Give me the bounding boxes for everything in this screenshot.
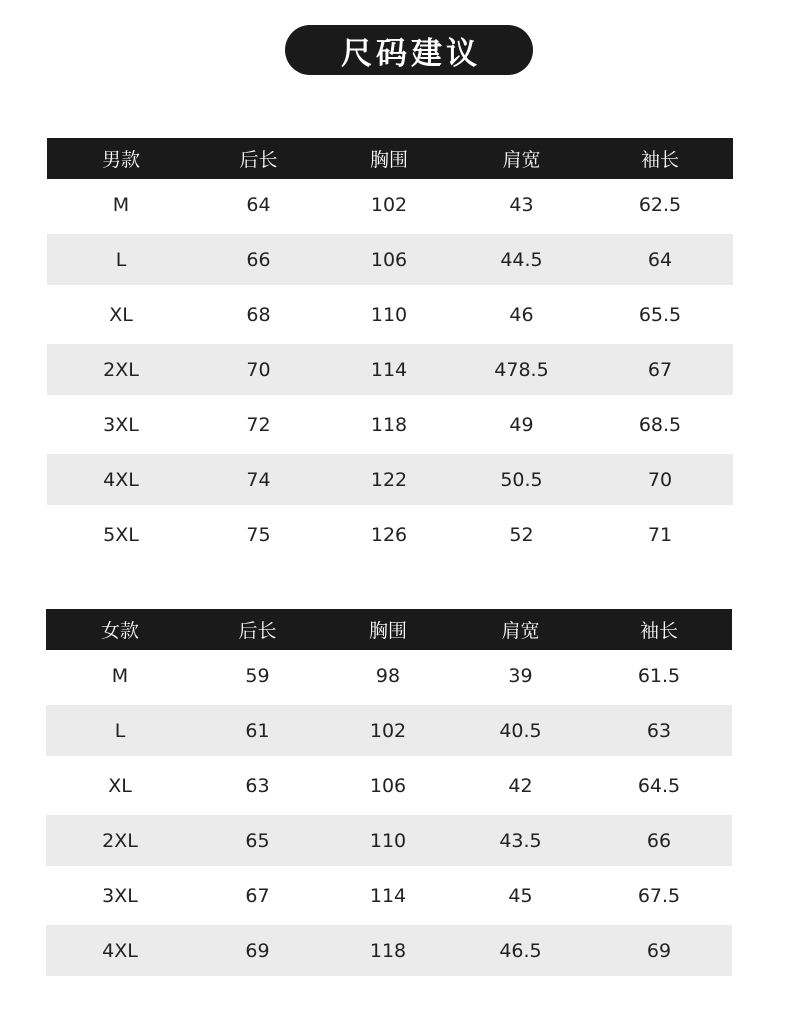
table-cell: 118 <box>370 413 408 436</box>
table-cell: 3XL <box>102 884 138 907</box>
header-cell: 肩宽 <box>456 138 587 179</box>
header-cell: 女款 <box>46 609 194 650</box>
table-cell: 5XL <box>103 523 139 546</box>
table-cell: XL <box>109 303 133 326</box>
table-cell: 39 <box>508 664 533 687</box>
table-cell: 106 <box>369 774 407 797</box>
table-cell: 43 <box>509 193 534 216</box>
table-cell: 45 <box>508 884 533 907</box>
table-cell: 102 <box>321 703 455 758</box>
table-row <box>46 813 732 868</box>
table-cell: 64 <box>246 193 271 216</box>
table-row <box>47 342 733 397</box>
table-cell: 63 <box>245 774 270 797</box>
table-row <box>47 397 733 452</box>
table-cell: 478.5 <box>456 342 587 397</box>
table-cell: 61.5 <box>637 664 681 687</box>
table-cell: 50.5 <box>456 452 587 507</box>
table-cell: 4XL <box>46 923 194 978</box>
table-cell: 69 <box>586 923 732 978</box>
table-row <box>47 452 733 507</box>
header-cell: 袖长 <box>587 138 733 179</box>
table-cell: 4XL <box>47 452 195 507</box>
table-cell: 46.5 <box>455 923 586 978</box>
table-cell: 44.5 <box>456 232 587 287</box>
table-cell: 49 <box>509 413 534 436</box>
table-cell: 61 <box>194 703 321 758</box>
table-cell: XL <box>108 774 132 797</box>
page-title: 尺码建议 <box>285 25 533 75</box>
header-cell: 胸围 <box>321 609 455 650</box>
women-size-table <box>46 609 732 980</box>
table-row <box>47 179 733 232</box>
table-cell: 118 <box>321 923 455 978</box>
table-cell: 67 <box>245 884 270 907</box>
table-row <box>46 868 732 923</box>
table-cell: 65.5 <box>638 303 682 326</box>
table-cell: 66 <box>195 232 322 287</box>
header-cell: 袖长 <box>586 609 732 650</box>
table-cell: 75 <box>246 523 271 546</box>
table-cell: 102 <box>370 193 408 216</box>
table-cell: 43.5 <box>455 813 586 868</box>
table-cell: 59 <box>245 664 270 687</box>
table-cell: 74 <box>195 452 322 507</box>
header-cell: 后长 <box>195 138 322 179</box>
table-cell: 98 <box>375 664 401 687</box>
table-cell: L <box>46 703 194 758</box>
table-cell: 71 <box>647 523 673 546</box>
table-header-row <box>46 609 732 650</box>
table-row <box>46 703 732 758</box>
table-cell: 69 <box>194 923 321 978</box>
table-cell: 122 <box>322 452 456 507</box>
table-cell: 3XL <box>103 413 139 436</box>
table-cell: 40.5 <box>455 703 586 758</box>
header-cell: 后长 <box>194 609 321 650</box>
table-cell: 70 <box>587 452 733 507</box>
table-row <box>47 232 733 287</box>
men-size-table <box>47 138 733 560</box>
table-row <box>47 507 733 560</box>
table-cell: M <box>112 193 130 216</box>
table-header-row <box>47 138 733 179</box>
header-cell: 男款 <box>47 138 195 179</box>
table-cell: 114 <box>322 342 456 397</box>
table-cell: 65 <box>194 813 321 868</box>
header-cell: 肩宽 <box>455 609 586 650</box>
table-cell: 64.5 <box>637 774 681 797</box>
table-cell: 110 <box>370 303 408 326</box>
table-cell: M <box>111 664 129 687</box>
table-cell: 110 <box>321 813 455 868</box>
table-cell: 2XL <box>46 813 194 868</box>
header-cell: 胸围 <box>322 138 456 179</box>
table-row <box>46 923 732 978</box>
table-cell: 72 <box>246 413 271 436</box>
table-cell: L <box>47 232 195 287</box>
table-cell: 70 <box>195 342 322 397</box>
table-cell: 63 <box>586 703 732 758</box>
table-cell: 42 <box>508 774 533 797</box>
table-cell: 68.5 <box>638 413 682 436</box>
table-cell: 62.5 <box>638 193 682 216</box>
table-row <box>46 758 732 813</box>
table-cell: 67 <box>587 342 733 397</box>
table-cell: 46 <box>509 303 534 326</box>
table-row <box>47 287 733 342</box>
table-cell: 67.5 <box>637 884 681 907</box>
table-cell: 114 <box>369 884 407 907</box>
table-cell: 2XL <box>47 342 195 397</box>
table-cell: 66 <box>586 813 732 868</box>
table-row <box>46 650 732 703</box>
table-cell: 68 <box>246 303 271 326</box>
table-cell: 52 <box>509 523 534 546</box>
table-cell: 126 <box>370 523 408 546</box>
table-cell: 64 <box>587 232 733 287</box>
table-cell: 106 <box>322 232 456 287</box>
